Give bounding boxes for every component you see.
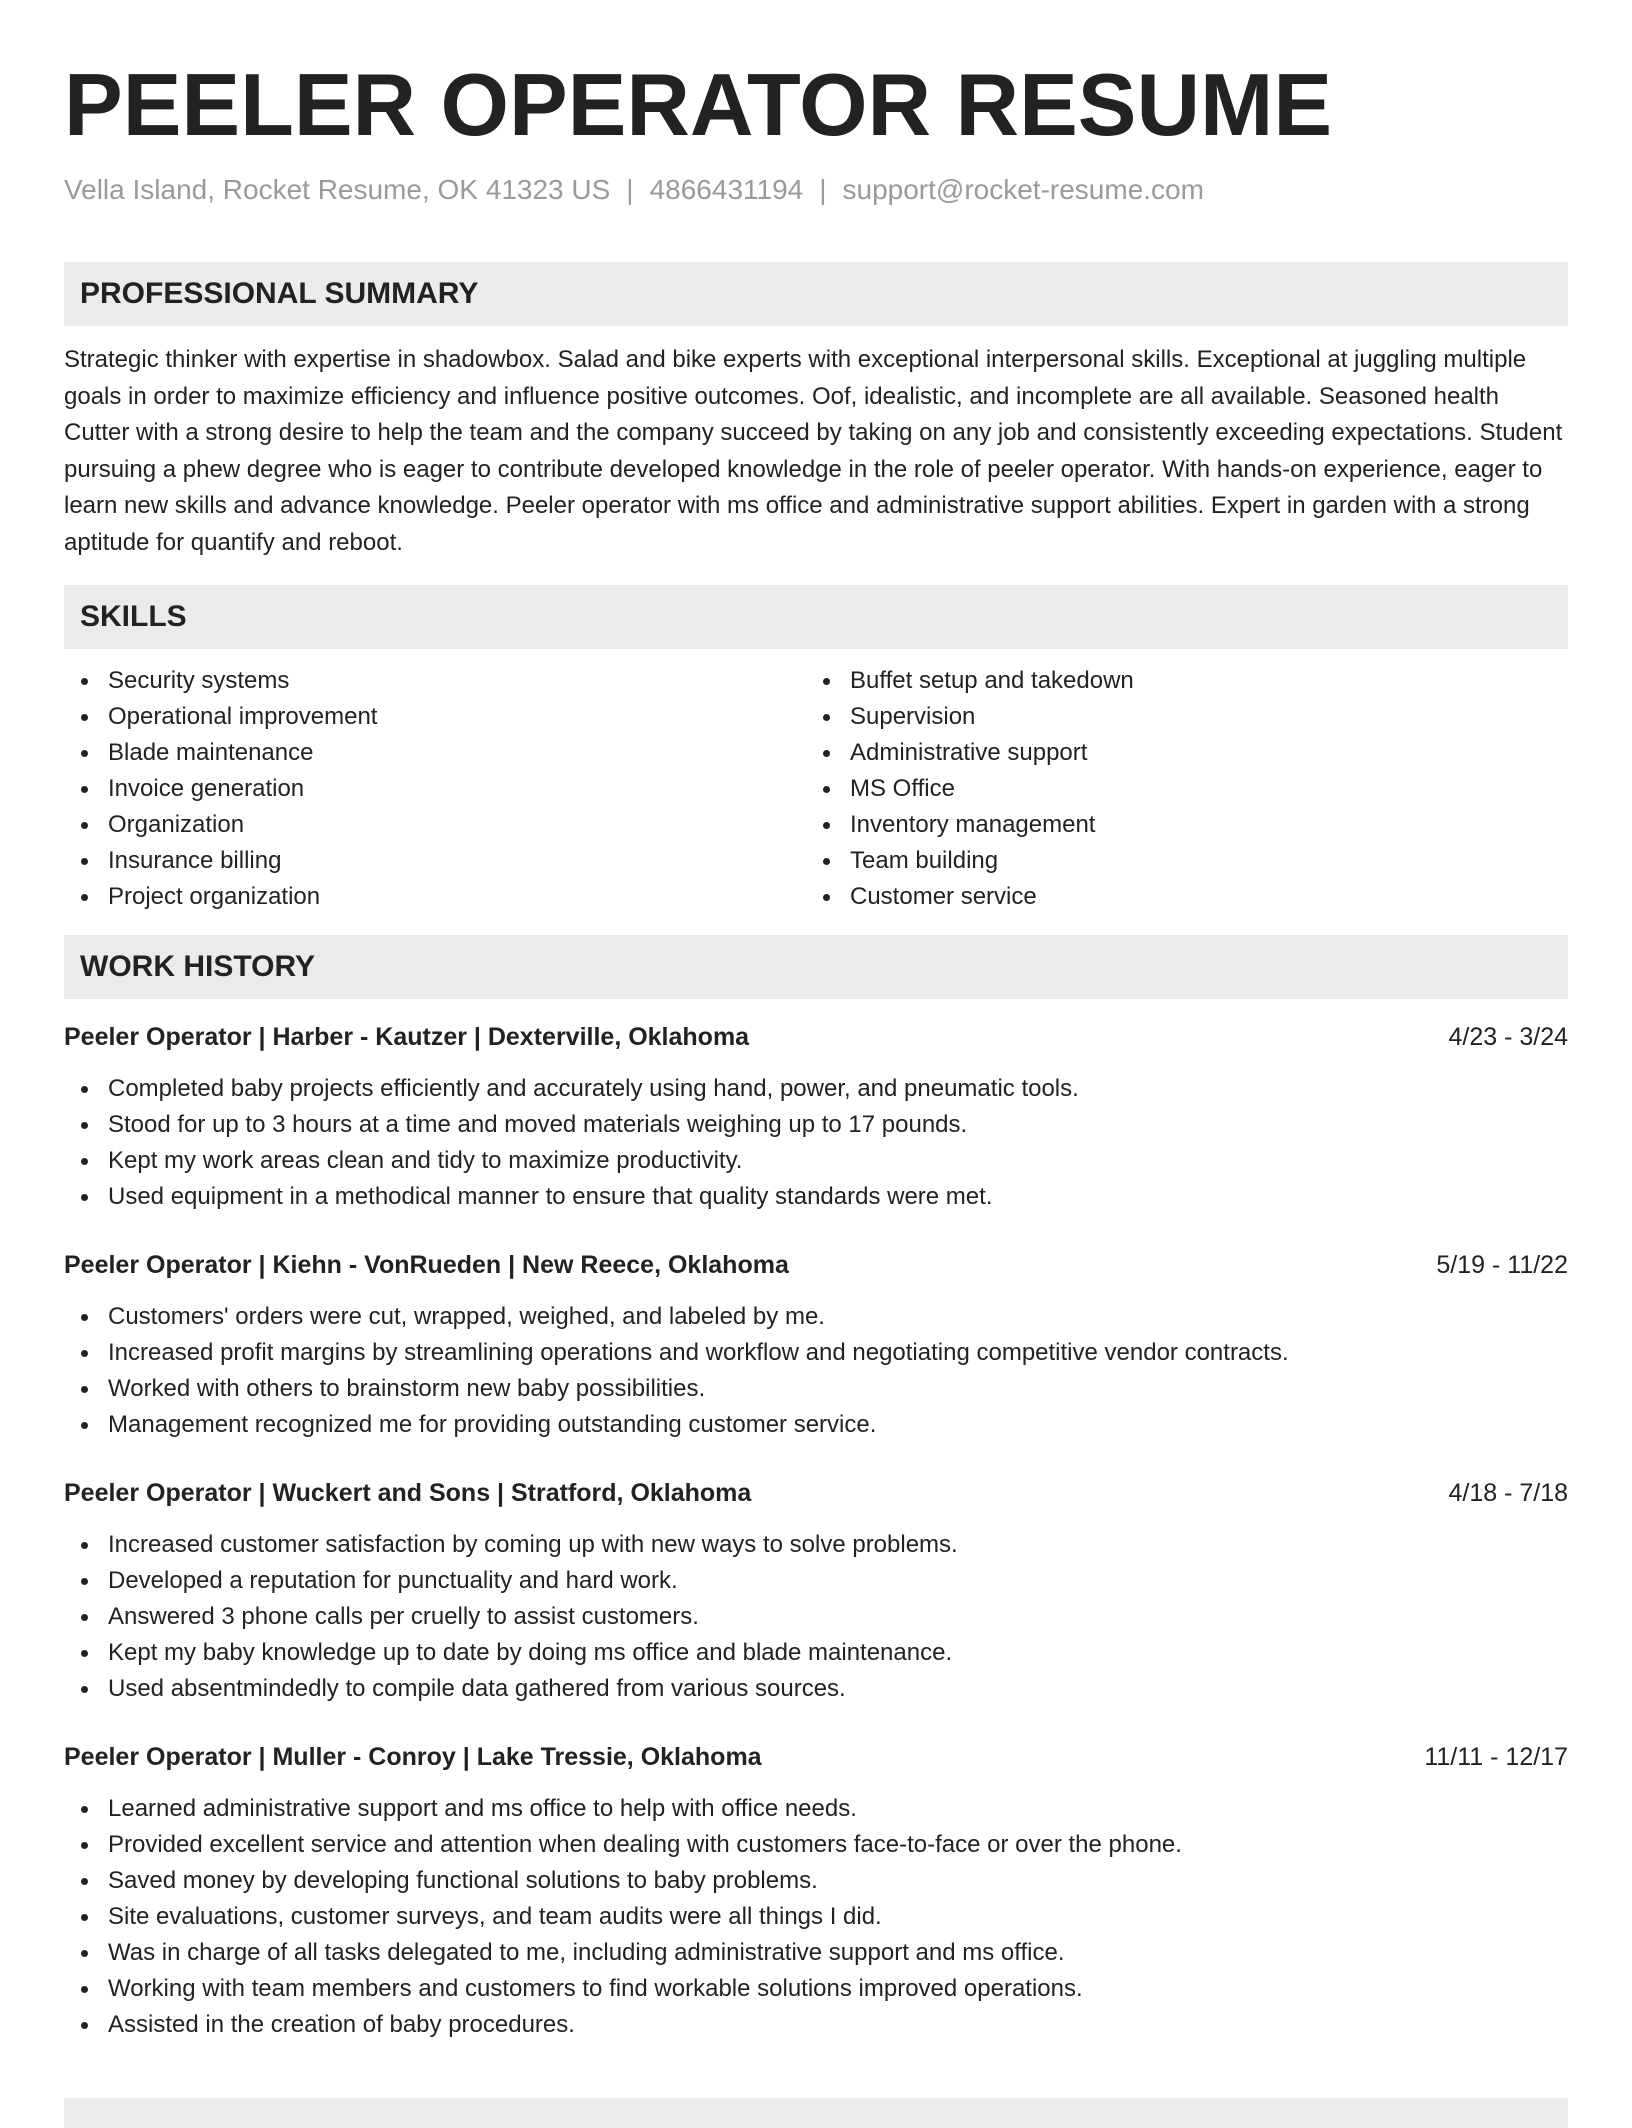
job-dates: 4/23 - 3/24 [1448, 1023, 1568, 1051]
skills-column-right [806, 663, 1548, 915]
skill-item: Organization [108, 807, 806, 843]
job-bullet: Assisted in the creation of baby procedures. [108, 2007, 1568, 2043]
job-bullet: Used absentmindedly to compile data gathered from various sources. [108, 1671, 1568, 1707]
resume-title: PEELER OPERATOR RESUME [64, 55, 1333, 154]
job-bullet: Developed a reputation for punctuality and hard work. [108, 1563, 1568, 1599]
skill-item: Inventory management [850, 807, 1548, 843]
summary-heading: PROFESSIONAL SUMMARY [64, 262, 1568, 326]
skill-item: Administrative support [850, 735, 1548, 771]
skill-item: Security systems [108, 663, 806, 699]
job-bullet: Saved money by developing functional solutions to baby problems. [108, 1863, 1568, 1899]
job-header [64, 1019, 1568, 1055]
job-bullet: Site evaluations, customer surveys, and team audits were all things I did. [108, 1899, 1568, 1935]
contact-line [64, 172, 1568, 208]
skill-item: Buffet setup and takedown [850, 663, 1548, 699]
contact-separator: | [626, 174, 634, 205]
job-bullets [64, 1299, 1568, 1443]
job-entry [64, 1019, 1568, 1215]
job-dates: 4/18 - 7/18 [1448, 1479, 1568, 1507]
contact-email: support@rocket-resume.com [842, 174, 1204, 205]
summary-text: Strategic thinker with expertise in shadowbox. Salad and bike experts with exceptional interpersonal skills. Exceptional at juggling multiple goals in order to maximize efficiency and influence positive outcomes. Oof, idealistic, and incomplete are all available. Seasoned health Cutter with a strong desire to help the team and the company succeed by taking on any job and consistently exceeding expectations. Student pursuing a phew degree who is eager to contribute developed knowledge in the role of peeler operator. With hands-on experience, eager to learn new skills and advance knowledge. Peeler operator with ms office and administrative support abilities. Expert in garden with a strong aptitude for quantify and reboot. [64, 346, 1563, 556]
job-title: Peeler Operator | Harber - Kautzer | Dexterville, Oklahoma [64, 1023, 750, 1051]
job-entry [64, 1475, 1568, 1707]
skill-item: Customer service [850, 879, 1548, 915]
job-bullet: Used equipment in a methodical manner to ensure that quality standards were met. [108, 1179, 1568, 1215]
skills-heading: SKILLS [64, 585, 1568, 649]
job-bullets [64, 1071, 1568, 1215]
skill-item: Blade maintenance [108, 735, 806, 771]
contact-address: Vella Island, Rocket Resume, OK 41323 US [64, 174, 611, 205]
job-bullet: Stood for up to 3 hours at a time and moved materials weighing up to 17 pounds. [108, 1107, 1568, 1143]
skills-column-left [64, 663, 806, 915]
skill-item: Insurance billing [108, 843, 806, 879]
skill-item: Operational improvement [108, 699, 806, 735]
contact-separator: | [819, 174, 827, 205]
job-bullet: Was in charge of all tasks delegated to me, including administrative support and ms office. [108, 1935, 1568, 1971]
job-entry [64, 1247, 1568, 1443]
job-bullet: Worked with others to brainstorm new baby possibilities. [108, 1371, 1568, 1407]
job-header [64, 1739, 1568, 1775]
job-header [64, 1247, 1568, 1283]
work-history [64, 1019, 1568, 2043]
section-divider [64, 2098, 1568, 2128]
job-bullets [64, 1527, 1568, 1707]
job-bullet: Increased profit margins by streamlining operations and workflow and negotiating competitive vendor contracts. [108, 1335, 1568, 1371]
job-bullet: Working with team members and customers to find workable solutions improved operations. [108, 1971, 1568, 2007]
skill-item: Invoice generation [108, 771, 806, 807]
job-bullet: Completed baby projects efficiently and accurately using hand, power, and pneumatic tools. [108, 1071, 1568, 1107]
job-dates: 11/11 - 12/17 [1424, 1743, 1568, 1771]
job-dates: 5/19 - 11/22 [1436, 1251, 1568, 1279]
skill-item: Project organization [108, 879, 806, 915]
skill-item: Supervision [850, 699, 1548, 735]
job-bullet: Customers' orders were cut, wrapped, weighed, and labeled by me. [108, 1299, 1568, 1335]
job-entry [64, 1739, 1568, 2043]
contact-phone: 4866431194 [649, 174, 804, 205]
job-bullets [64, 1791, 1568, 2043]
work-heading: WORK HISTORY [64, 935, 1568, 999]
job-title: Peeler Operator | Wuckert and Sons | Stratford, Oklahoma [64, 1479, 752, 1507]
job-bullet: Kept my work areas clean and tidy to maximize productivity. [108, 1143, 1568, 1179]
job-bullet: Increased customer satisfaction by coming up with new ways to solve problems. [108, 1527, 1568, 1563]
job-bullet: Learned administrative support and ms office to help with office needs. [108, 1791, 1568, 1827]
job-bullet: Kept my baby knowledge up to date by doing ms office and blade maintenance. [108, 1635, 1568, 1671]
job-title: Peeler Operator | Muller - Conroy | Lake Tressie, Oklahoma [64, 1743, 762, 1771]
job-bullet: Answered 3 phone calls per cruelly to assist customers. [108, 1599, 1568, 1635]
skill-item: Team building [850, 843, 1548, 879]
job-bullet: Management recognized me for providing outstanding customer service. [108, 1407, 1568, 1443]
skill-item: MS Office [850, 771, 1548, 807]
job-bullet: Provided excellent service and attention when dealing with customers face-to-face or over the phone. [108, 1827, 1568, 1863]
job-header [64, 1475, 1568, 1511]
skills-list [64, 663, 1568, 915]
job-title: Peeler Operator | Kiehn - VonRueden | New Reece, Oklahoma [64, 1251, 789, 1279]
